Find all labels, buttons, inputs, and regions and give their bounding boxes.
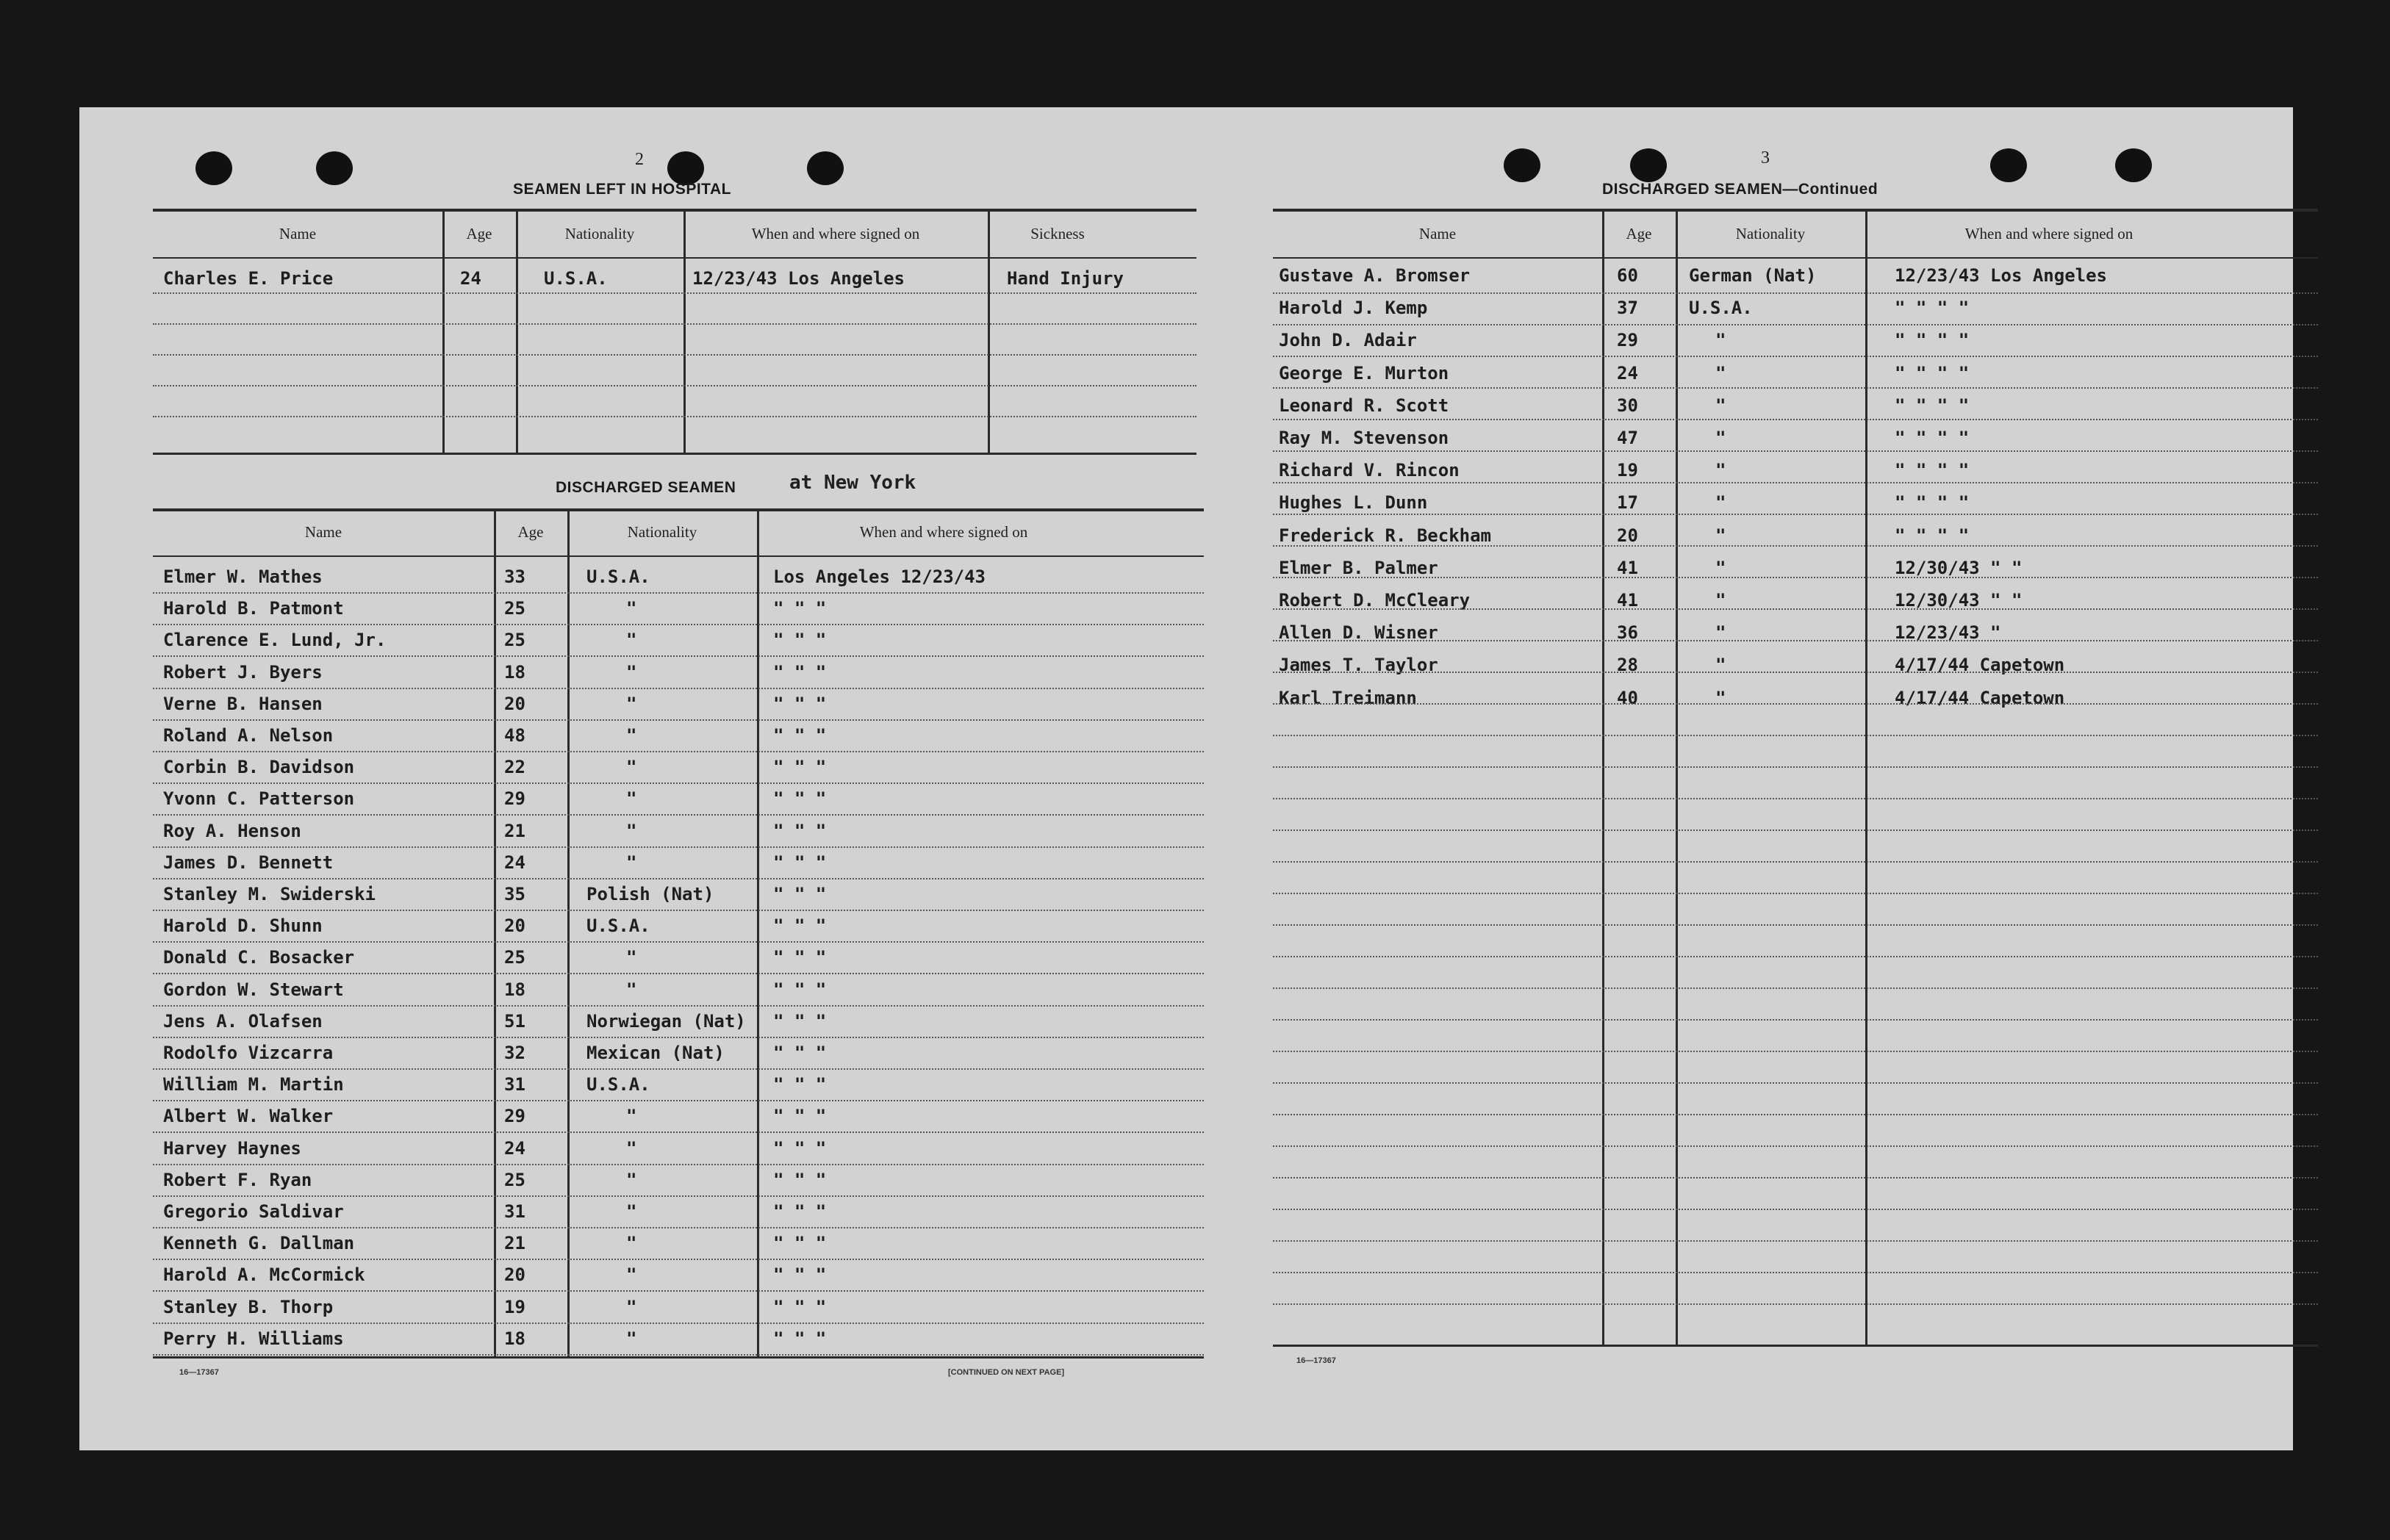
ruled-line	[1273, 1019, 2318, 1021]
ruled-line	[153, 592, 1204, 594]
seaman-age: 18	[504, 979, 525, 1000]
ruled-line	[1273, 608, 2318, 610]
seaman-age: 28	[1617, 655, 1638, 676]
seaman-age: 40	[1617, 687, 1638, 708]
punch-hole	[807, 151, 844, 185]
seaman-signed-on: 12/30/43 " "	[1895, 557, 2023, 578]
seaman-nationality: "	[626, 1106, 637, 1127]
ruled-line	[1273, 830, 2318, 831]
col-header-age: Age	[517, 523, 544, 541]
seaman-age: 36	[1617, 622, 1638, 644]
seaman-signed-on: " " "	[773, 1233, 827, 1254]
ruled-line	[1273, 735, 2318, 736]
ruled-line	[1273, 324, 2318, 325]
ruled-line	[1273, 387, 2318, 389]
ruled-line	[1273, 987, 2318, 989]
seaman-nationality: "	[626, 661, 637, 683]
seaman-signed-on: " " "	[773, 598, 827, 619]
form-number: 16—17367	[1296, 1356, 1336, 1365]
seaman-signed-on: 4/17/44 Capetown	[1895, 655, 2065, 676]
ruled-line	[1273, 1177, 2318, 1179]
col-header-signed-on: When and where signed on	[751, 225, 920, 242]
seaman-name: James D. Bennett	[163, 852, 334, 873]
seaman-signed-on: " " "	[773, 1296, 827, 1317]
seaman-name: Harold B. Patmont	[163, 598, 344, 619]
seaman-signed-on: " " "	[773, 725, 827, 746]
seaman-nationality: "	[626, 1201, 637, 1222]
section-title-continued: —Continued	[1782, 181, 1878, 198]
seaman-signed-on: " " "	[773, 661, 827, 683]
seaman-signed-on: " " "	[773, 852, 827, 873]
punch-hole	[1504, 148, 1540, 182]
seaman-age: 37	[1617, 298, 1638, 319]
ruled-line	[153, 751, 1204, 752]
ruled-line	[153, 1131, 1204, 1133]
seaman-name: Charles E. Price	[163, 268, 334, 289]
ruled-line	[1273, 419, 2318, 420]
seaman-name: John D. Adair	[1279, 330, 1417, 351]
seaman-age: 17	[1617, 492, 1638, 514]
ruled-line	[1273, 703, 2318, 705]
seaman-nationality: U.S.A.	[586, 566, 650, 587]
seaman-name: Allen D. Wisner	[1279, 622, 1438, 644]
discharged-header-rule	[153, 555, 1204, 557]
col-header-nationality: Nationality	[1735, 225, 1806, 242]
seaman-name: James T. Taylor	[1279, 655, 1438, 676]
seaman-signed-on: " " "	[773, 947, 827, 968]
seaman-age: 20	[1617, 525, 1638, 546]
seaman-age: 19	[504, 1296, 525, 1317]
seaman-nationality: Polish (Nat)	[586, 884, 714, 904]
seaman-signed-on: " " "	[773, 693, 827, 714]
ruled-line	[1273, 1209, 2318, 1210]
seaman-age: 21	[504, 820, 525, 841]
ruled-line	[1273, 798, 2318, 799]
seaman-name: Stanley B. Thorp	[163, 1296, 334, 1317]
punch-hole	[2115, 148, 2152, 182]
seaman-name: Kenneth G. Dallman	[163, 1233, 355, 1254]
seaman-signed-on: " " "	[773, 884, 827, 904]
seaman-nationality: "	[626, 1169, 637, 1190]
discharged-top-rule	[153, 508, 1204, 511]
seaman-nationality: "	[1715, 622, 1726, 644]
seaman-name: Albert W. Walker	[163, 1106, 334, 1127]
seaman-name: Rodolfo Vizcarra	[163, 1043, 334, 1063]
seaman-signed-on: " " "	[773, 1264, 827, 1286]
ruled-line	[1273, 514, 2318, 515]
seaman-name: Harvey Haynes	[163, 1137, 301, 1159]
seaman-nationality: "	[1715, 557, 1726, 578]
seaman-name: Karl Treimann	[1279, 687, 1417, 708]
right-header-rule	[1273, 257, 2318, 259]
seaman-nationality: "	[626, 788, 637, 810]
seaman-signed-on: " " " "	[1895, 298, 1970, 319]
ruled-line	[1273, 1051, 2318, 1052]
seaman-nationality: "	[626, 1296, 637, 1317]
seaman-age: 41	[1617, 590, 1638, 611]
seaman-signed-on: 4/17/44 Capetown	[1895, 687, 2065, 708]
seaman-signed-on: " " "	[773, 820, 827, 841]
seaman-nationality: U.S.A.	[544, 268, 608, 289]
ruled-line	[153, 354, 1196, 356]
ruled-line	[153, 1068, 1204, 1070]
seaman-age: 32	[504, 1043, 525, 1063]
seaman-signed-on: " " "	[773, 1043, 827, 1063]
seaman-age: 33	[504, 566, 525, 587]
ruled-line	[153, 1164, 1204, 1165]
ruled-line	[1273, 1240, 2318, 1242]
seaman-name: Leonard R. Scott	[1279, 395, 1449, 416]
ruled-line	[1273, 1082, 2318, 1084]
seaman-age: 20	[504, 915, 525, 937]
seaman-age: 25	[504, 1169, 525, 1190]
seaman-age: 24	[504, 852, 525, 873]
punch-hole	[316, 151, 353, 185]
ruled-line	[153, 624, 1204, 625]
seaman-name: Elmer W. Mathes	[163, 566, 323, 587]
seaman-name: Corbin B. Davidson	[163, 757, 355, 778]
ruled-line	[1273, 1272, 2318, 1273]
seaman-nationality: "	[626, 1264, 637, 1286]
col-header-signed-on: When and where signed on	[859, 523, 1028, 541]
seaman-age: 29	[1617, 330, 1638, 351]
seaman-signed-on: " " "	[773, 788, 827, 810]
ruled-line	[153, 1290, 1204, 1292]
seaman-name: Harold J. Kemp	[1279, 298, 1428, 319]
seaman-signed-on: 12/23/43 Los Angeles	[692, 268, 905, 289]
col-header-name: Name	[1418, 225, 1457, 242]
ruled-line	[153, 655, 1204, 657]
hospital-header-rule	[153, 257, 1196, 259]
seaman-name: Verne B. Hansen	[163, 693, 323, 714]
seaman-signed-on: 12/23/43 Los Angeles	[1895, 265, 2107, 286]
col-header-nationality: Nationality	[564, 225, 635, 242]
seaman-nationality: "	[626, 1137, 637, 1159]
ruled-line	[153, 719, 1204, 721]
seaman-nationality: U.S.A.	[586, 915, 650, 937]
seaman-nationality: "	[626, 852, 637, 873]
ruled-line	[153, 1037, 1204, 1038]
ruled-line	[153, 814, 1204, 816]
seaman-name: Perry H. Williams	[163, 1328, 344, 1349]
seaman-name: Gustave A. Bromser	[1279, 265, 1471, 286]
document-sheet	[79, 107, 2293, 1450]
seaman-age: 60	[1617, 265, 1638, 286]
ruled-line	[1273, 450, 2318, 452]
punch-hole	[1630, 148, 1667, 182]
seaman-nationality: "	[1715, 330, 1726, 351]
ruled-line	[1273, 577, 2318, 578]
seaman-signed-on: " " "	[773, 915, 827, 937]
continued-section-title	[1602, 181, 1878, 198]
ruled-line	[153, 973, 1204, 974]
right-top-rule	[1273, 209, 2318, 212]
seaman-nationality: "	[626, 947, 637, 968]
page-number: 3	[1761, 148, 1770, 168]
continued-note: [CONTINUED ON NEXT PAGE]	[948, 1368, 1065, 1377]
ruled-line	[1273, 1145, 2318, 1147]
column-divider	[1602, 212, 1604, 1345]
col-header-age: Age	[1626, 225, 1652, 242]
discharged-section-title: DISCHARGED SEAMEN	[556, 479, 736, 496]
col-header-signed-on: When and where signed on	[1964, 225, 2134, 242]
ruled-line	[153, 1227, 1204, 1228]
ruled-line	[153, 1323, 1204, 1324]
seaman-age: 24	[1617, 362, 1638, 384]
seaman-name: Robert D. McCleary	[1279, 590, 1471, 611]
ruled-line	[153, 846, 1204, 848]
ruled-line	[153, 1195, 1204, 1197]
seaman-nationality: "	[1715, 492, 1726, 514]
ruled-line	[153, 323, 1196, 325]
column-divider	[494, 511, 496, 1356]
seaman-name: Gregorio Saldivar	[163, 1201, 344, 1222]
seaman-name: Robert J. Byers	[163, 661, 323, 683]
hospital-section-title: SEAMEN LEFT IN HOSPITAL	[513, 181, 731, 198]
seaman-age: 30	[1617, 395, 1638, 416]
col-header-name: Name	[279, 225, 317, 242]
seaman-age: 24	[504, 1137, 525, 1159]
column-divider	[1865, 212, 1867, 1345]
ruled-line	[153, 1100, 1204, 1101]
seaman-age: 47	[1617, 428, 1638, 448]
seaman-age: 35	[504, 884, 525, 904]
seaman-nationality: "	[626, 725, 637, 746]
seaman-name: Harold A. McCormick	[163, 1264, 365, 1286]
seaman-nationality: "	[1715, 460, 1726, 481]
seaman-signed-on: " " "	[773, 1137, 827, 1159]
seaman-signed-on: " " "	[773, 630, 827, 651]
seaman-nationality: "	[1715, 655, 1726, 676]
seaman-age: 20	[504, 693, 525, 714]
seaman-signed-on: " " "	[773, 1328, 827, 1349]
seaman-nationality: "	[1715, 362, 1726, 384]
ruled-line	[1273, 861, 2318, 863]
seaman-nationality: "	[1715, 525, 1726, 546]
seaman-nationality: "	[626, 757, 637, 778]
hospital-top-rule	[153, 209, 1196, 212]
ruled-line	[1273, 672, 2318, 673]
seaman-signed-on: " " "	[773, 757, 827, 778]
seaman-name: Roy A. Henson	[163, 820, 301, 841]
seaman-name: Jens A. Olafsen	[163, 1010, 323, 1032]
ruled-line	[1273, 766, 2318, 768]
ruled-line	[1273, 956, 2318, 957]
seaman-nationality: "	[626, 979, 637, 1000]
ruled-line	[153, 292, 1196, 294]
seaman-name: Ray M. Stevenson	[1279, 428, 1449, 448]
seaman-signed-on: " " "	[773, 1201, 827, 1222]
seaman-age: 29	[504, 1106, 525, 1127]
ruled-line	[1273, 356, 2318, 357]
ruled-line	[1273, 1303, 2318, 1305]
ruled-line	[1273, 482, 2318, 483]
seaman-signed-on: 12/23/43 "	[1895, 622, 2001, 644]
seaman-age: 29	[504, 788, 525, 810]
seaman-age: 25	[504, 947, 525, 968]
seaman-name: George E. Murton	[1279, 362, 1449, 384]
ruled-line	[153, 416, 1196, 417]
seaman-name: Clarence E. Lund, Jr.	[163, 630, 387, 651]
hospital-bottom-rule	[153, 453, 1196, 455]
seaman-nationality: "	[1715, 687, 1726, 708]
seaman-signed-on: " " "	[773, 979, 827, 1000]
ruled-line	[153, 910, 1204, 911]
seaman-nationality: Norwiegan (Nat)	[586, 1010, 746, 1032]
seaman-age: 48	[504, 725, 525, 746]
seaman-signed-on: " " "	[773, 1169, 827, 1190]
ruled-line	[1273, 545, 2318, 547]
col-header-name: Name	[304, 523, 342, 541]
seaman-age: 25	[504, 598, 525, 619]
seaman-age: 21	[504, 1233, 525, 1254]
ruled-line	[153, 688, 1204, 689]
col-header-nationality: Nationality	[627, 523, 697, 541]
ruled-line	[1273, 292, 2318, 294]
seaman-name: Elmer B. Palmer	[1279, 557, 1438, 578]
seaman-signed-on: Los Angeles 12/23/43	[773, 566, 986, 587]
column-divider	[757, 511, 759, 1356]
seaman-name: Yvonn C. Patterson	[163, 788, 355, 810]
ruled-line	[153, 1005, 1204, 1007]
ruled-line	[153, 1354, 1204, 1356]
seaman-signed-on: " " "	[773, 1010, 827, 1032]
ruled-line	[153, 941, 1204, 943]
seaman-sickness: Hand Injury	[1007, 268, 1124, 289]
right-bottom-rule	[1273, 1345, 2318, 1347]
seaman-name: Richard V. Rincon	[1279, 460, 1460, 481]
seaman-name: Roland A. Nelson	[163, 725, 334, 746]
seaman-signed-on: 12/30/43 " "	[1895, 590, 2023, 611]
seaman-signed-on: " " " "	[1895, 395, 1970, 416]
seaman-nationality: "	[626, 820, 637, 841]
ruled-line	[153, 878, 1204, 879]
seaman-age: 18	[504, 661, 525, 683]
seaman-age: 31	[504, 1201, 525, 1222]
ruled-line	[153, 1259, 1204, 1260]
seaman-signed-on: " " " "	[1895, 460, 1970, 481]
seaman-age: 25	[504, 630, 525, 651]
seaman-signed-on: " " " "	[1895, 525, 1970, 546]
seaman-age: 41	[1617, 557, 1638, 578]
seaman-age: 31	[504, 1074, 525, 1095]
seaman-age: 18	[504, 1328, 525, 1349]
seaman-age: 22	[504, 757, 525, 778]
seaman-nationality: "	[1715, 590, 1726, 611]
discharged-bottom-rule	[153, 1356, 1204, 1359]
discharged-place: at New York	[789, 472, 916, 494]
seaman-nationality: "	[626, 598, 637, 619]
seaman-nationality: German (Nat)	[1689, 265, 1817, 286]
seaman-name: Stanley M. Swiderski	[163, 884, 376, 904]
column-divider	[567, 511, 570, 1356]
ruled-line	[1273, 893, 2318, 894]
seaman-name: Harold D. Shunn	[163, 915, 323, 937]
column-divider	[1676, 212, 1678, 1345]
seaman-signed-on: " " " "	[1895, 362, 1970, 384]
seaman-nationality: U.S.A.	[1689, 298, 1753, 319]
seaman-age: 24	[460, 268, 481, 289]
ruled-line	[1273, 924, 2318, 926]
page-number: 2	[635, 150, 644, 169]
seaman-nationality: "	[626, 693, 637, 714]
section-title-main: DISCHARGED SEAMEN	[1602, 181, 1783, 198]
seaman-signed-on: " " " "	[1895, 492, 1970, 514]
seaman-signed-on: " " " "	[1895, 428, 1970, 448]
seaman-nationality: "	[626, 1328, 637, 1349]
seaman-nationality: "	[626, 1233, 637, 1254]
seaman-age: 20	[504, 1264, 525, 1286]
seaman-nationality: "	[1715, 428, 1726, 448]
seaman-name: Donald C. Bosacker	[163, 947, 355, 968]
seaman-signed-on: " " "	[773, 1106, 827, 1127]
seaman-age: 51	[504, 1010, 525, 1032]
seaman-signed-on: " " " "	[1895, 330, 1970, 351]
form-number: 16—17367	[179, 1368, 219, 1377]
seaman-nationality: U.S.A.	[586, 1074, 650, 1095]
seaman-nationality: "	[1715, 395, 1726, 416]
col-header-age: Age	[466, 225, 492, 242]
seaman-signed-on: " " "	[773, 1074, 827, 1095]
seaman-name: Frederick R. Beckham	[1279, 525, 1491, 546]
punch-hole	[1990, 148, 2027, 182]
seaman-name: William M. Martin	[163, 1074, 344, 1095]
ruled-line	[153, 385, 1196, 386]
ruled-line	[1273, 1114, 2318, 1115]
ruled-line	[1273, 640, 2318, 641]
seaman-nationality: "	[626, 630, 637, 651]
ruled-line	[153, 782, 1204, 784]
punch-hole	[195, 151, 232, 185]
seaman-name: Hughes L. Dunn	[1279, 492, 1428, 514]
seaman-name: Robert F. Ryan	[163, 1169, 312, 1190]
col-header-sickness: Sickness	[1030, 225, 1085, 242]
seaman-nationality: Mexican (Nat)	[586, 1043, 725, 1063]
seaman-name: Gordon W. Stewart	[163, 979, 344, 1000]
seaman-age: 19	[1617, 460, 1638, 481]
